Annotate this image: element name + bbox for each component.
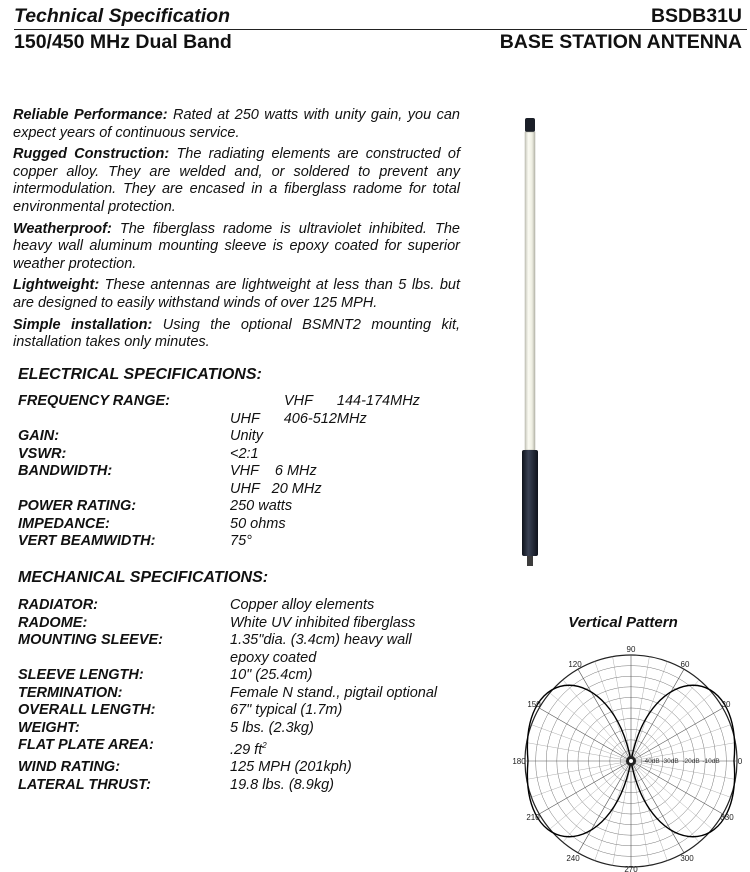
- spec-label: VERT BEAMWIDTH:: [18, 533, 156, 549]
- spec-value: VHF 144-174MHz: [284, 393, 420, 409]
- angle-label-120: 120: [568, 660, 582, 669]
- db-label: -20dB: [682, 758, 700, 765]
- feature-paragraph: [13, 107, 460, 142]
- spec-label: POWER RATING:: [18, 498, 137, 514]
- db-label: -40dB: [642, 758, 660, 765]
- spec-row: [18, 632, 478, 650]
- feature-paragraph: [13, 221, 460, 274]
- spec-row: [18, 702, 478, 720]
- electrical-specs-title: ELECTRICAL SPECIFICATIONS:: [18, 366, 262, 383]
- header-rule: [14, 29, 747, 30]
- angle-label-150: 150: [527, 700, 541, 709]
- feature-text: The fiberglass radome is ultraviolet inhibited. The heavy wall aluminum mounting sleeve is epoxy coated for superior weather protection.: [13, 220, 460, 272]
- spec-value: 125 MPH (201kph): [230, 759, 352, 776]
- grid-spoke: [631, 693, 712, 761]
- feature-text: Using the optional BSMNT2 mounting kit, installation takes only minutes.: [13, 316, 461, 351]
- feature-heading: Lightweight:: [13, 277, 100, 294]
- antenna-tip-cap: [525, 118, 535, 132]
- spec-label: WEIGHT:: [18, 719, 80, 736]
- flat-plate-value: .29 ft: [230, 741, 263, 758]
- feature-text: These antennas are lightweight at less than 5 lbs. but are designed to easily withstand winds of over 125 MPH.: [13, 277, 460, 311]
- spec-label: VSWR:: [18, 445, 67, 462]
- polar-pattern-chart: [505, 640, 750, 872]
- grid-spoke: [631, 761, 712, 829]
- grid-spoke: [631, 761, 699, 842]
- spec-label-empty: [18, 411, 230, 429]
- model-number: BSDB31U: [650, 5, 742, 27]
- spec-row: [18, 720, 478, 738]
- spec-value: 1.35"dia. (3.4cm) heavy wall: [230, 632, 412, 648]
- feature-paragraph: [13, 277, 460, 312]
- feature-heading: Rugged Construction:: [13, 146, 170, 163]
- spec-label: FLAT PLATE AREA:: [18, 737, 154, 753]
- db-labels: [642, 758, 719, 765]
- spec-row: [18, 463, 478, 481]
- spec-row: [18, 667, 478, 685]
- spec-row: [18, 685, 478, 703]
- pattern-title: Vertical Pattern: [568, 614, 678, 631]
- angle-label-210: 210: [526, 813, 540, 822]
- band-subtitle: 150/450 MHz Dual Band: [14, 31, 232, 53]
- angle-label-270: 270: [624, 865, 638, 872]
- spec-value: 50 ohms: [230, 515, 286, 532]
- antenna-mounting-sleeve: [522, 450, 538, 556]
- spec-row: [18, 393, 478, 411]
- spec-row: [18, 411, 478, 429]
- spec-value: 5 lbs. (2.3kg): [230, 719, 314, 736]
- product-type: BASE STATION ANTENNA: [499, 31, 742, 53]
- spec-value: [230, 737, 478, 759]
- spec-label: IMPEDANCE:: [18, 515, 110, 532]
- feature-heading: Reliable Performance:: [13, 107, 168, 123]
- spec-row: [18, 759, 478, 777]
- spec-value: UHF 406-512MHz: [230, 410, 367, 427]
- feature-list: [13, 107, 460, 356]
- spec-row: [18, 533, 478, 551]
- angle-label-90: 90: [626, 645, 636, 654]
- doc-title: Technical Specification: [14, 5, 231, 27]
- spec-row: [18, 498, 478, 516]
- spec-label: FREQUENCY RANGE:: [18, 393, 170, 409]
- spec-row: [18, 777, 478, 795]
- angle-label-30: 30: [721, 700, 731, 709]
- superscript: 2: [262, 741, 267, 750]
- spec-label: SLEEVE LENGTH:: [18, 667, 144, 683]
- feature-heading: Weatherproof:: [13, 220, 112, 237]
- spec-row: [18, 481, 478, 499]
- grid-spoke: [550, 693, 631, 761]
- spec-value: epoxy coated: [230, 649, 317, 666]
- spec-value: 67" typical (1.7m): [230, 702, 343, 718]
- spec-label: BANDWIDTH:: [18, 463, 113, 479]
- angle-label-240: 240: [566, 854, 580, 863]
- spec-row: [18, 597, 478, 615]
- spec-value: 75°: [230, 533, 252, 549]
- angle-label-300: 300: [680, 854, 694, 863]
- angle-label-0: 0: [737, 757, 743, 766]
- mechanical-specs-table: [18, 597, 478, 794]
- feature-paragraph: [13, 317, 460, 352]
- spec-value: Unity: [230, 428, 264, 444]
- spec-label: LATERAL THRUST:: [18, 776, 151, 793]
- spec-label: MOUNTING SLEEVE:: [18, 632, 164, 648]
- spec-label: RADOME:: [18, 614, 88, 631]
- mechanical-specs-title: MECHANICAL SPECIFICATIONS:: [18, 569, 269, 586]
- angle-label-330: 330: [720, 813, 734, 822]
- feature-text: Rated at 250 watts with unity gain, you can expect years of continuous service.: [13, 107, 460, 141]
- spec-value: VHF 6 MHz: [230, 463, 317, 479]
- spec-label: TERMINATION:: [18, 684, 123, 701]
- spec-row: [18, 737, 478, 759]
- spec-row: [18, 428, 478, 446]
- db-label: -10dB: [702, 758, 720, 765]
- grid-spoke: [550, 761, 631, 829]
- grid-spoke: [563, 680, 631, 761]
- spec-label: WIND RATING:: [18, 759, 121, 776]
- spec-label: RADIATOR:: [18, 597, 99, 613]
- spec-value: UHF 20 MHz: [230, 480, 322, 497]
- feature-text: The radiating elements are constructed of copper alloy. They are welded and, or soldered to prevent any intermodulation. They are encased in a fiberglass radome for total environmental protection.: [13, 146, 460, 215]
- pattern-center-dot: [629, 759, 633, 763]
- spec-value: Copper alloy elements: [230, 597, 375, 613]
- spec-label-empty: [18, 650, 230, 668]
- grid-spoke: [631, 680, 699, 761]
- antenna-radome: [525, 132, 535, 450]
- spec-value: Female N stand., pigtail optional: [230, 684, 438, 701]
- spec-value: 10" (25.4cm): [230, 667, 313, 683]
- spec-value: <2:1: [230, 445, 259, 462]
- spec-value: 19.8 lbs. (8.9kg): [230, 776, 334, 793]
- spec-value: 250 watts: [230, 498, 293, 514]
- db-label: -30dB: [661, 758, 679, 765]
- grid-spoke: [563, 761, 631, 842]
- feature-paragraph: [13, 146, 460, 216]
- spec-row: [18, 516, 478, 534]
- spec-value: White UV inhibited fiberglass: [230, 614, 416, 631]
- spec-row: [18, 650, 478, 668]
- angle-label-180: 180: [512, 757, 526, 766]
- angle-label-60: 60: [680, 660, 690, 669]
- spec-label: OVERALL LENGTH:: [18, 702, 156, 718]
- spec-label-empty: [18, 481, 230, 499]
- spec-label: GAIN:: [18, 428, 60, 444]
- spec-row: [18, 446, 478, 464]
- feature-heading: Simple installation:: [13, 316, 153, 333]
- antenna-image: [510, 112, 550, 574]
- spec-row: [18, 615, 478, 633]
- electrical-specs-table: [18, 393, 478, 551]
- antenna-connector: [527, 556, 533, 566]
